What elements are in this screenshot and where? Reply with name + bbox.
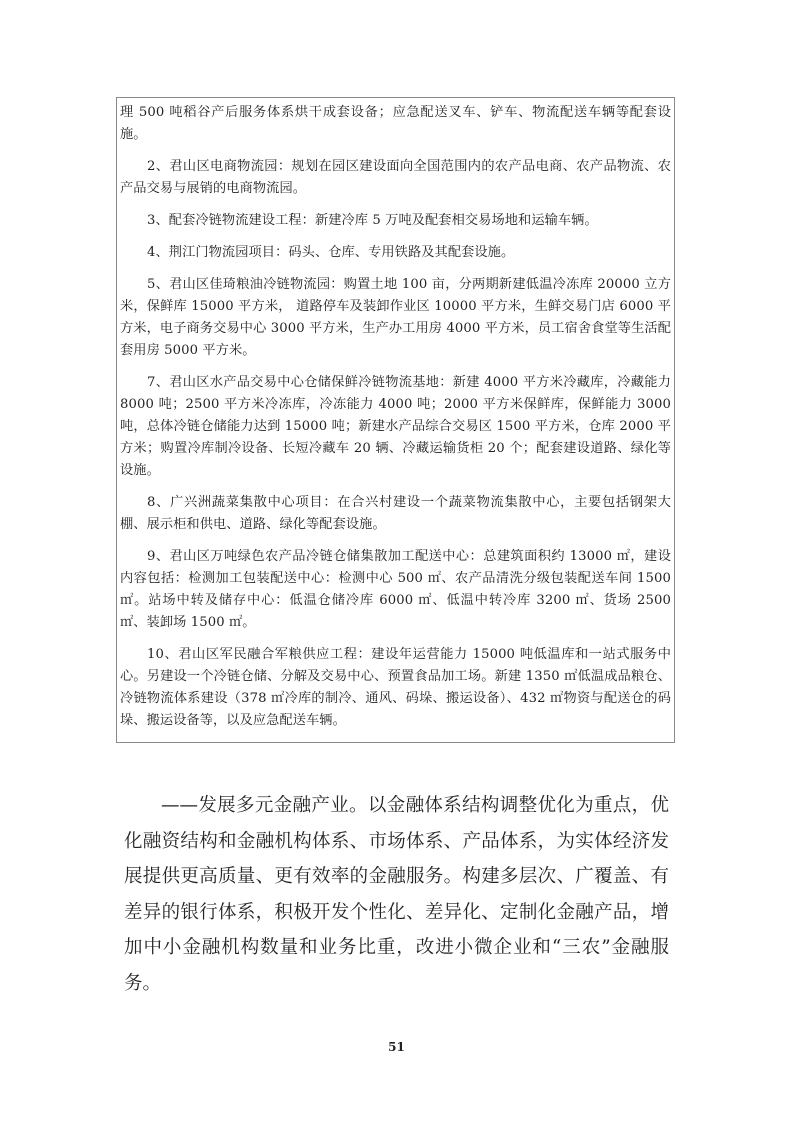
table-item: 3、配套冷链物流建设工程：新建冷库 5 万吨及配套相交易场地和运输车辆。 — [147, 213, 598, 228]
table-item: 5、君山区佳琦粮油冷链物流园：购置土地 100 亩，分两期新建低温冷冻库 20000 立方米，保鲜库 15000 平方米， 道路停车及装卸作业区 10000 平方米，生鲜交易门店 6000 平方米，电子商务交易中心 3000 平方米，生产办工用房 4000 平方米，员工宿舍食堂等生活配套用房 5000 平方米。 — [120, 277, 671, 358]
table-item: 8、广兴洲蔬菜集散中心项目：在合兴村建设一个蔬菜物流集散中心，主要包括钢架大棚、展示柜和供电、道路、绿化等配套设施。 — [120, 495, 671, 532]
page-number: 51 — [388, 1040, 405, 1054]
table-item: 理 500 吨稻谷产后服务体系烘干成套设备；应急配送叉车、铲车、物流配送车辆等配套设施。 — [120, 105, 671, 142]
table-item: 7、君山区水产品交易中心仓储保鲜冷链物流基地：新建 4000 平方米冷藏库，冷藏能力 8000 吨；2500 平方米冷冻库，冷冻能力 4000 吨；2000 平方米保鲜库，保鲜能力 3000 吨，总体冷链仓储能力达到 15000 吨；新建水产品综合交易区 1500 平方米，仓库 2000 平方米；购置冷库制冷设备、长短冷藏车 20 辆、冷藏运输货柜 20 个；配套建设道路、绿化等设施。 — [120, 375, 671, 478]
table-item: 10、君山区军民融合军粮供应工程：建设年运营能力 15000 吨低温库和一站式服务中心。另建设一个冷链仓储、分解及交易中心、预置食品加工场。新建 1350 ㎡低温成品粮仓、冷链物流体系建设（378 ㎡冷库的制冷、通风、码垛、搬运设备）、432 ㎡物资与配送仓的码垛、搬运设备等，以及应急配送车辆。 — [120, 647, 671, 728]
project-list-table — [116, 97, 675, 743]
body-paragraph: ——发展多元金融产业。以金融体系结构调整优化为重点，优化融资结构和金融机构体系、市场体系、产品体系，为实体经济发展提供更高质量、更有效率的金融服务。构建多层次、广覆盖、有差异的银行体系，积极开发个性化、差异化、定制化金融产品，增加中小金融机构数量和业务比重，改进小微企业和“三农”金融服务。 — [124, 795, 669, 994]
table-item: 4、荆江门物流园项目：码头、仓库、专用铁路及其配套设施。 — [147, 245, 515, 260]
table-item: 2、君山区电商物流园：规划在园区建设面向全国范围内的农产品电商、农产品物流、农产品交易与展销的电商物流园。 — [120, 159, 671, 196]
table-item: 9、君山区万吨绿色农产品冷链仓储集散加工配送中心：总建筑面积约 13000 ㎡，建设内容包括：检测加工包装配送中心：检测中心 500 ㎡、农产品清洗分级包装配送车间 1500 ㎡。站场中转及储存中心：低温仓储冷库 6000 ㎡、低温中转冷库 3200 ㎡、货场 2500 ㎡、装卸场 1500 ㎡。 — [120, 549, 671, 630]
